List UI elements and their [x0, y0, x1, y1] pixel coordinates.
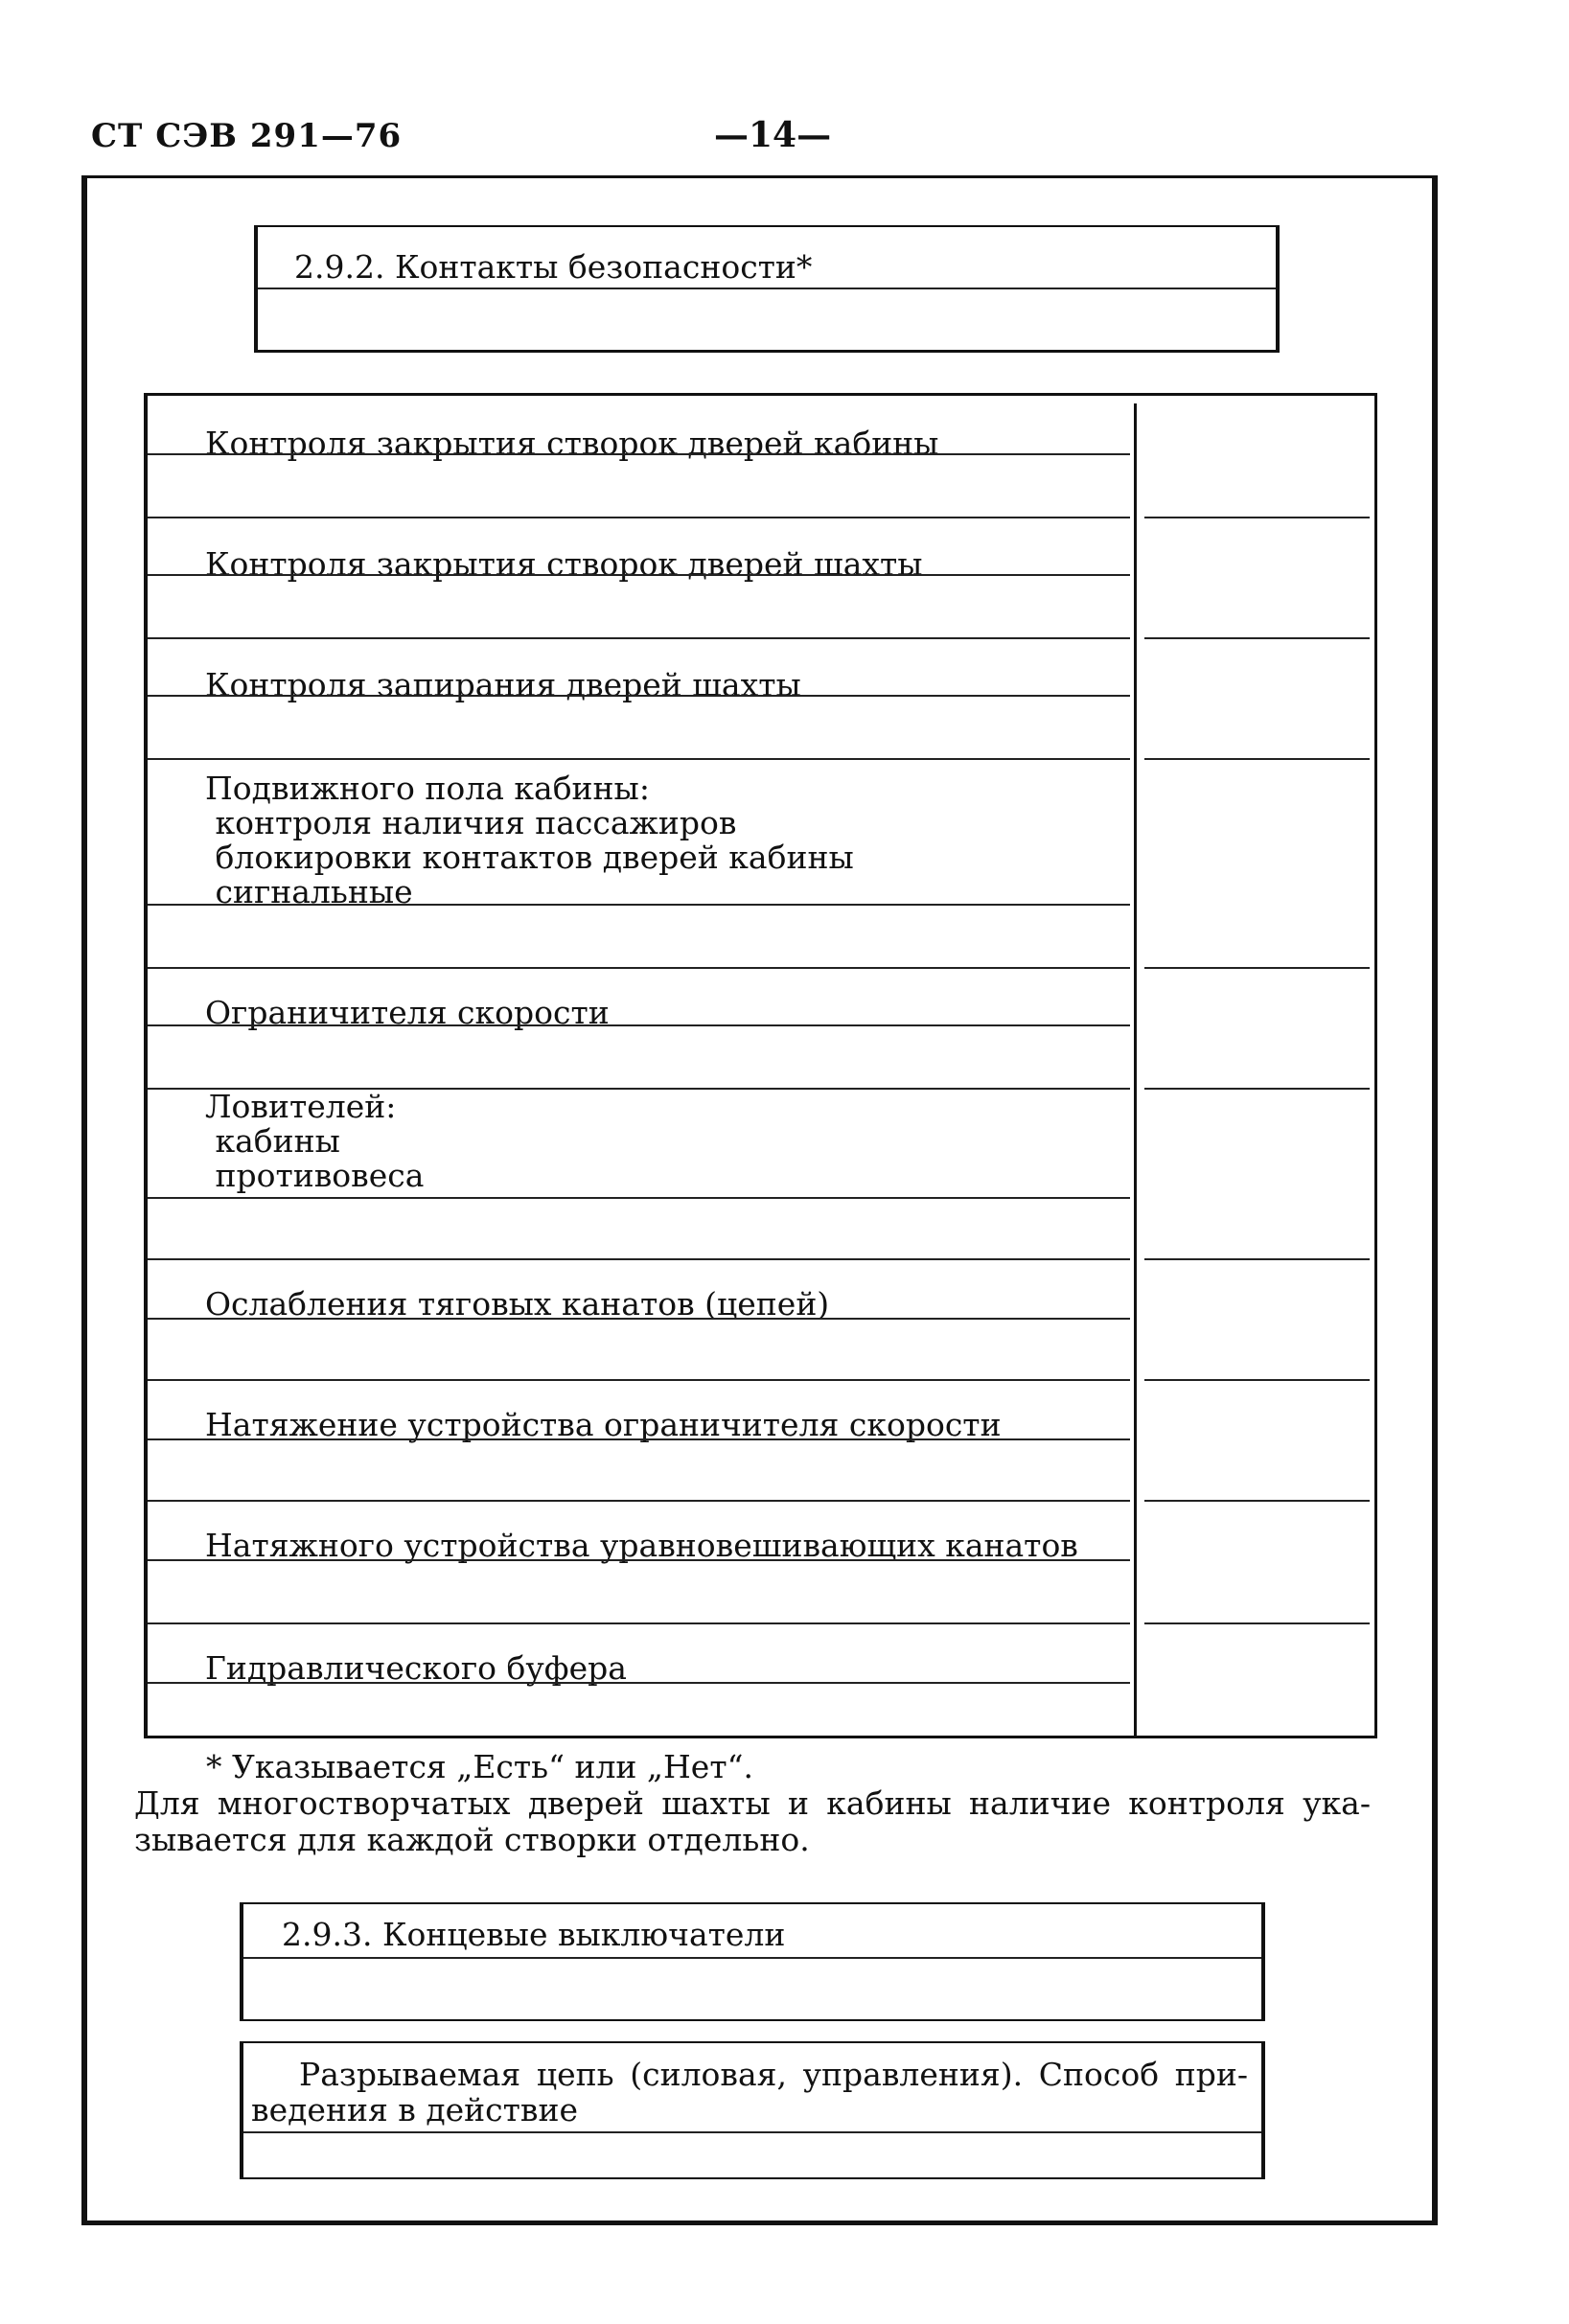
footnote [134, 1749, 1371, 1858]
value-cell-rule [1144, 517, 1370, 518]
safety-contacts-table [144, 393, 1377, 1738]
row-separator [148, 1379, 1130, 1381]
row-separator [148, 967, 1130, 969]
circuit-text [251, 2057, 1248, 2128]
section-2-9-3-rule [243, 1957, 1261, 1959]
row-separator [148, 758, 1130, 760]
value-cell-rule [1144, 1379, 1370, 1381]
value-column-divider [1134, 403, 1137, 1736]
row-separator [148, 1622, 1130, 1624]
value-cell-rule [1144, 1088, 1370, 1090]
section-2-9-3-box [240, 1902, 1265, 2021]
row-label: Контроля закрытия створок дверей шахты [205, 545, 923, 583]
row-label: Натяжение устройства ограничителя скорости [205, 1406, 1002, 1443]
row-label: Ловителей: кабины противовеса [205, 1088, 425, 1194]
row-underline [148, 1318, 1130, 1320]
row-label: Натяжного устройства уравновешивающих канатов [205, 1527, 1078, 1564]
section-2-9-2-title: 2.9.2. Контакты безопасности* [294, 248, 813, 286]
row-underline [148, 1024, 1130, 1026]
row-label: Контроля запирания дверей шахты [205, 666, 801, 703]
row-underline [148, 574, 1130, 576]
row-underline [148, 1438, 1130, 1440]
row-underline [148, 1682, 1130, 1684]
section-2-9-3-title: 2.9.3. Концевые выключатели [282, 1916, 786, 1953]
circuit-line-2: ведения в действие [251, 2091, 579, 2128]
row-label: Гидравлического буфера [205, 1649, 627, 1687]
row-underline [148, 695, 1130, 697]
row-underline [148, 904, 1130, 906]
row-label: Ограничителя скорости [205, 994, 610, 1031]
row-underline [148, 453, 1130, 455]
row-underline [148, 1559, 1130, 1561]
row-underline [148, 1197, 1130, 1199]
value-cell-rule [1144, 1258, 1370, 1260]
value-cell-rule [1144, 1500, 1370, 1502]
section-2-9-2-box [254, 225, 1280, 353]
value-cell-rule [1144, 758, 1370, 760]
circuit-line-1: Разрываемая цепь (силовая, управления). Способ при- [299, 2056, 1248, 2093]
value-cell-rule [1144, 1622, 1370, 1624]
row-label: Контроля закрытия створок дверей кабины [205, 425, 939, 462]
footnote-line-2: Для многостворчатых дверей шахты и кабины наличие контроля ука- [134, 1784, 1371, 1822]
value-cell-rule [1144, 967, 1370, 969]
footnote-line-1: * Указывается „Есть“ или „Нет“. [206, 1748, 753, 1785]
circuit-rule [243, 2131, 1261, 2133]
circuit-box [240, 2041, 1265, 2179]
page-number: —14— [714, 115, 832, 155]
section-2-9-2-rule [258, 288, 1276, 289]
footnote-line-3: зывается для каждой створки отдельно. [134, 1821, 810, 1858]
value-cell-rule [1144, 637, 1370, 639]
row-separator [148, 517, 1130, 518]
row-separator [148, 1088, 1130, 1090]
row-separator [148, 1500, 1130, 1502]
row-label: Ослабления тяговых канатов (цепей) [205, 1285, 830, 1323]
row-label: Подвижного пола кабины: контроля наличия пассажиров блокировки контактов дверей кабины сигнальные [205, 770, 854, 910]
row-separator [148, 1258, 1130, 1260]
standard-code: СТ СЭВ 291—76 [91, 117, 403, 155]
row-separator [148, 637, 1130, 639]
